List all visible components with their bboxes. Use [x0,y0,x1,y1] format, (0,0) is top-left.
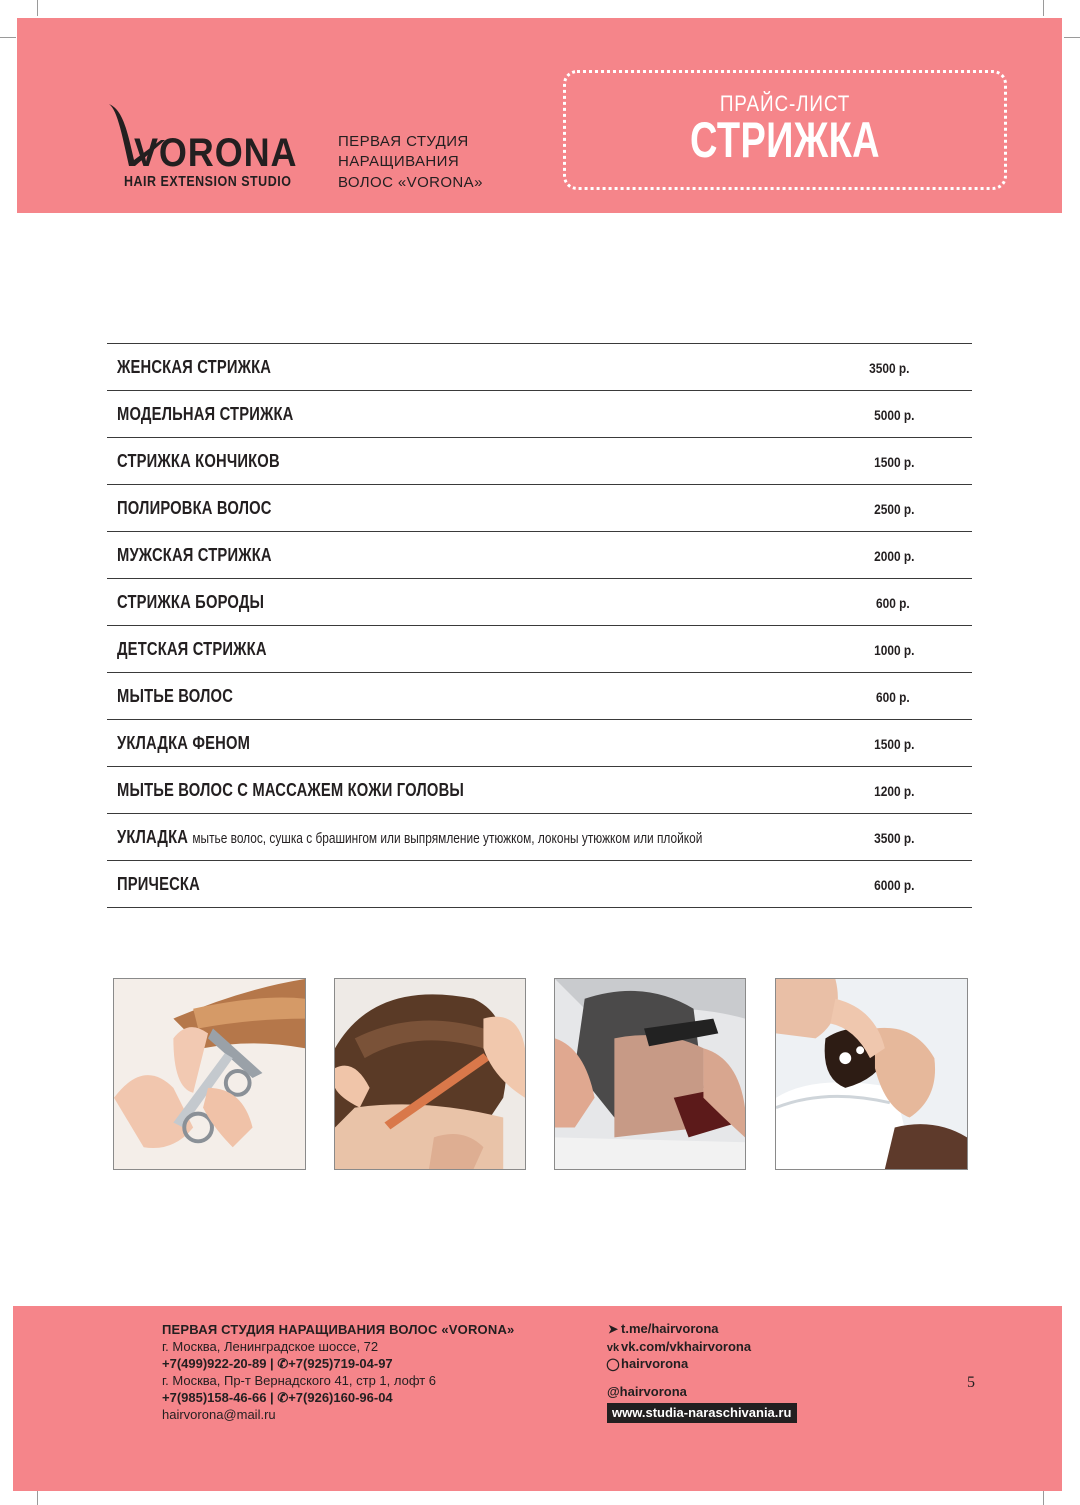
phone-number[interactable]: +7(499)922-20-89 | [162,1356,274,1371]
table-row [107,578,972,625]
table-row [107,813,972,860]
service-price: 600 р. [876,595,910,611]
studio-logo [107,100,307,190]
crop-mark [1043,1490,1044,1505]
vk-icon: vk [606,1342,620,1354]
whatsapp-icon: ✆ [277,1356,289,1371]
website-link[interactable]: www.studia-naraschivania.ru [607,1403,797,1423]
telegram-icon: ➤ [607,1322,619,1336]
price-list-title: СТРИЖКА [689,112,880,168]
table-row [107,766,972,813]
service-name: МЫТЬЕ ВОЛОС С МАССАЖЕМ КОЖИ ГОЛОВЫ [117,780,465,800]
table-row [107,343,972,390]
studio-line-2: НАРАЩИВАНИЯ [338,153,460,170]
vorona-logo-icon [107,100,307,172]
table-row [107,672,972,719]
service-price: 1500 р. [873,736,914,752]
service-name [117,827,702,848]
hair-wash-icon [776,979,967,1169]
crop-mark [1064,37,1080,38]
service-price: 2000 р. [873,548,914,564]
table-row [107,531,972,578]
studio-line-1: ПЕРВАЯ СТУДИЯ [338,133,469,150]
telegram-text: t.me/hairvorona [621,1321,719,1336]
table-row [107,860,972,908]
service-name: ДЕТСКАЯ СТРИЖКА [117,639,267,659]
service-price: 3500 р. [873,830,914,846]
crop-mark [37,0,38,16]
clipper-haircut-photo [554,978,746,1170]
studio-line-3: ВОЛОС «VORONA» [338,174,483,191]
service-note: мытье волос, сушка с брашингом или выпрямление утюжком, локоны утюжком или плойкой [192,831,703,847]
footer-studio-title: ПЕРВАЯ СТУДИЯ НАРАЩИВАНИЯ ВОЛОС «VORONA» [162,1322,515,1337]
footer-phones-2 [162,1390,393,1406]
footer-phones-1 [162,1356,393,1372]
phone-number[interactable]: +7(926)160-96-04 [288,1390,393,1405]
service-price: 1000 р. [873,642,914,658]
crop-mark [1043,0,1044,16]
scissors-icon [114,979,305,1169]
logo-subtitle: HAIR EXTENSION STUDIO [124,174,292,190]
footer-handle-visible: @hairvorona [607,1384,687,1399]
instagram-icon: ◯ [606,1357,620,1371]
comb-icon [335,979,525,1169]
service-price: 5000 р. [873,407,914,423]
phone-number[interactable]: +7(925)719-04-97 [288,1356,393,1371]
instagram-link[interactable] [605,1356,688,1371]
service-name: ПРИЧЕСКА [117,874,200,894]
page-number: 5 [967,1374,975,1391]
price-list-label: ПРАЙС-ЛИСТ [719,91,851,116]
logo-letters: VORONA [134,131,298,172]
footer-email[interactable]: hairvorona@mail.ru [162,1407,276,1422]
footer-address-1: г. Москва, Ленинградское шоссе, 72 [162,1339,379,1354]
crop-mark [0,37,16,38]
service-name: МУЖСКАЯ СТРИЖКА [117,545,272,565]
footer-address-2: г. Москва, Пр-т Вернадского 41, стр 1, лофт 6 [162,1373,437,1388]
price-list-title-box [563,70,1007,190]
service-name: СТРИЖКА БОРОДЫ [117,592,265,612]
service-price: 1500 р. [873,454,914,470]
table-row [107,484,972,531]
scissors-haircut-photo [113,978,306,1170]
service-name: МЫТЬЕ ВОЛОС [117,686,234,706]
instagram-text: hairvorona [621,1356,689,1371]
telegram-link[interactable] [605,1321,719,1336]
table-row [107,437,972,484]
clipper-icon [555,979,745,1169]
whatsapp-icon: ✆ [277,1390,289,1405]
service-name: ЖЕНСКАЯ СТРИЖКА [117,357,272,377]
service-price: 2500 р. [873,501,914,517]
hair-wash-photo [775,978,968,1170]
comb-haircut-photo [334,978,526,1170]
services-table [107,343,972,908]
service-price: 6000 р. [873,877,914,893]
service-name: ПОЛИРОВКА ВОЛОС [117,498,272,518]
service-name-text: УКЛАДКА [117,827,189,847]
phone-number[interactable]: +7(985)158-46-66 | [162,1390,274,1405]
table-row [107,390,972,437]
crop-mark [37,1490,38,1505]
service-name: УКЛАДКА ФЕНОМ [117,733,251,753]
table-row [107,719,972,766]
service-price: 600 р. [876,689,910,705]
service-price: 3500 р. [868,360,909,376]
vk-text: vk.com/vkhairvorona [621,1339,752,1354]
vk-link[interactable] [605,1339,751,1354]
service-name: СТРИЖКА КОНЧИКОВ [117,451,280,471]
service-price: 1200 р. [873,783,914,799]
service-name: МОДЕЛЬНАЯ СТРИЖКА [117,404,294,424]
table-row [107,625,972,672]
